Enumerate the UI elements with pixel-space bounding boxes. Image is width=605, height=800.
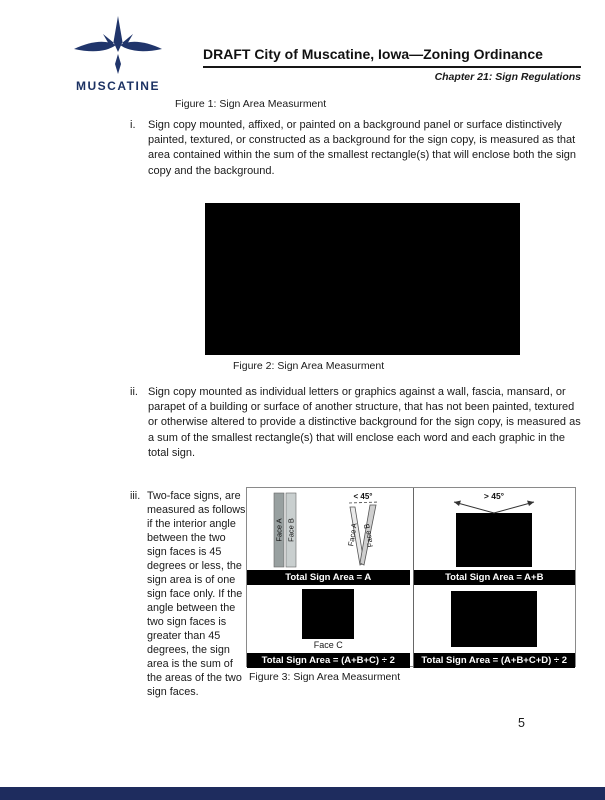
face-c-sign-shape <box>302 589 354 639</box>
face-a-label: Face A <box>274 518 284 542</box>
list-item-marker: i. <box>130 119 136 131</box>
fig3-drawing-four-face <box>414 585 576 653</box>
angle-small-label: < 45° <box>353 492 373 501</box>
face-b-label: Face B <box>362 522 376 548</box>
fig3-panel-top-left <box>247 488 410 585</box>
fig3-bar-bottom-right: Total Sign Area = (A+B+C+D) ÷ 2 <box>414 653 576 668</box>
list-item-text: Sign copy mounted, affixed, or painted on a background panel or surface distinctively painted, textured, or constructed as a background for the sign copy, is measured as that area contained within the sum of the smallest rectangle(s) that will enclose both the sign copy and the background. <box>148 119 577 177</box>
list-item-iii <box>130 489 250 699</box>
list-item-i <box>130 118 578 179</box>
logo-block <box>66 16 170 93</box>
fig3-panel-top-right <box>413 488 576 585</box>
doc-title: DRAFT City of Muscatine, Iowa—Zoning Ordinance <box>203 46 581 68</box>
face-c-label: Face C <box>313 639 343 650</box>
fig3-bar-bottom-left: Total Sign Area = (A+B+C) ÷ 2 <box>247 653 410 668</box>
fig3-bar-top-right: Total Sign Area = A+B <box>414 570 576 585</box>
fig3-drawing-wide-angle <box>414 488 576 570</box>
face-a-label: Face A <box>346 522 360 547</box>
doc-subtitle: Chapter 21: Sign Regulations <box>434 71 581 83</box>
fig3-panel-bottom-right <box>413 585 576 668</box>
angle-large-label: > 45° <box>484 491 505 501</box>
narrow-angle-diagram <box>319 489 405 569</box>
figure2-caption: Figure 2: Sign Area Measurment <box>233 360 385 372</box>
list-item-marker: iii. <box>130 490 141 502</box>
list-item-marker: ii. <box>130 386 138 398</box>
header <box>203 46 581 83</box>
list-item-text: Sign copy mounted as individual letters or graphics against a wall, fascia, mansard, or parapet of a building or surface of another structure, that has not been painted, textured or otherwise altered to provide a distinctive background for the sign copy, is measured as a sum of the smallest rectangle(s) that will enclose each word and each graphic in the total sign. <box>148 386 581 459</box>
list-item-ii <box>130 385 585 461</box>
figure3 <box>246 487 576 667</box>
list-item-text: Two-face signs, are measured as follows if the interior angle between the two sign faces is 45 degrees or less, the sign area is of one sign face only. If the angle between the two sign faces is greater than 45 degrees, the sign area is the sum of the areas of the two sign faces. <box>147 490 246 699</box>
footer-band <box>0 787 605 800</box>
page-number: 5 <box>518 716 525 730</box>
four-face-sign-shape <box>451 591 537 647</box>
fig3-drawing-parallel-and-narrow-angle <box>247 488 410 570</box>
fig3-bar-top-left: Total Sign Area = A <box>247 570 410 585</box>
wide-angle-diagram <box>414 489 574 569</box>
muscatine-logo-icon <box>70 63 166 80</box>
figure2-image-redacted <box>205 203 520 355</box>
figure1-caption: Figure 1: Sign Area Measurment <box>175 98 327 110</box>
parallel-faces-diagram <box>251 489 313 569</box>
face-b-label: Face B <box>286 518 296 542</box>
fig3-drawing-face-c <box>247 585 410 653</box>
logo-wordmark: MUSCATINE <box>76 79 160 93</box>
fig3-panel-bottom-left <box>247 585 410 668</box>
figure3-caption: Figure 3: Sign Area Measurment <box>249 671 401 683</box>
